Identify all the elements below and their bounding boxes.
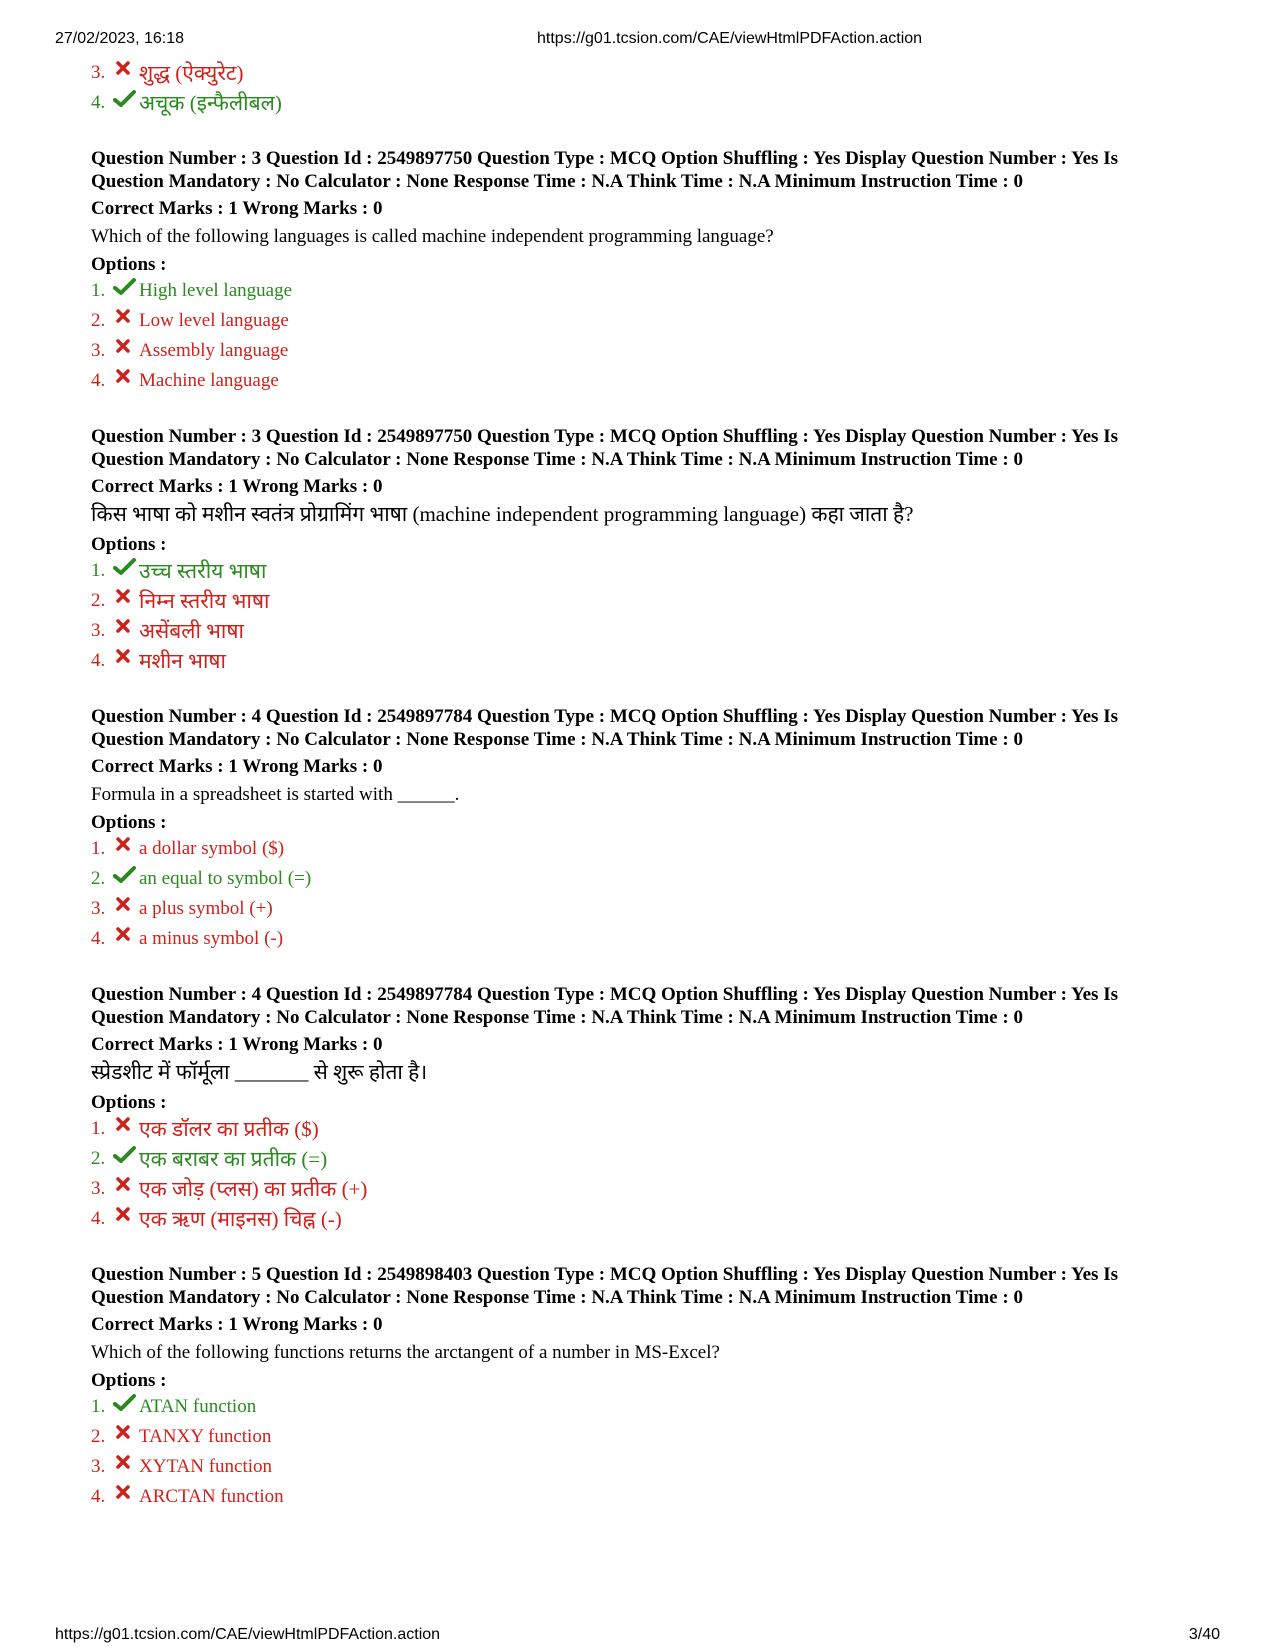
carryover-options <box>91 58 1231 118</box>
question-block <box>91 1263 1231 1512</box>
question-marks: Correct Marks : 1 Wrong Marks : 0 <box>91 756 383 777</box>
check-icon <box>113 90 137 108</box>
cross-icon <box>113 1424 137 1442</box>
option-number: 4. <box>91 1208 106 1229</box>
cross-icon <box>113 896 137 914</box>
option-number: 4. <box>91 928 106 949</box>
answer-option <box>91 276 1231 306</box>
answer-option <box>91 1392 1231 1422</box>
option-text: High level language <box>139 280 293 301</box>
option-number: 1. <box>91 280 106 301</box>
answer-option <box>91 924 1231 954</box>
option-number: 2. <box>91 1148 106 1169</box>
option-number: 3. <box>91 62 106 83</box>
cross-icon <box>113 338 137 356</box>
question-meta-line2: Question Mandatory : No Calculator : None Response Time : N.A Think Time : N.A Minimum Instruction Time : 0 <box>91 1287 1023 1308</box>
option-number: 3. <box>91 1178 106 1199</box>
check-icon <box>113 1394 137 1412</box>
cross-icon <box>113 836 137 854</box>
option-number: 2. <box>91 1426 106 1447</box>
check-icon <box>113 1146 137 1164</box>
option-number: 1. <box>91 560 106 581</box>
option-number: 4. <box>91 650 106 671</box>
answer-option <box>91 864 1231 894</box>
question-meta-line1: Question Number : 4 Question Id : 2549897784 Question Type : MCQ Option Shuffling : Yes Display Question Number : Yes Is <box>91 706 1118 727</box>
question-block <box>91 425 1231 676</box>
option-text: TANXY function <box>139 1426 272 1447</box>
answer-option <box>91 1452 1231 1482</box>
cross-icon <box>113 1176 137 1194</box>
option-text: a plus symbol (+) <box>139 898 273 919</box>
option-number: 3. <box>91 340 106 361</box>
question-text: स्प्रेडशीट में फॉर्मूला _______ से शुरू होता है। <box>91 1060 428 1084</box>
question-meta-line1: Question Number : 4 Question Id : 2549897784 Question Type : MCQ Option Shuffling : Yes Display Question Number : Yes Is <box>91 984 1118 1005</box>
answer-option <box>91 646 1231 676</box>
answer-option <box>91 88 1231 118</box>
option-text: निम्न स्तरीय भाषा <box>139 589 270 613</box>
print-datetime: 27/02/2023, 16:18 <box>55 30 185 47</box>
question-meta-line1: Question Number : 5 Question Id : 2549898403 Question Type : MCQ Option Shuffling : Yes Display Question Number : Yes Is <box>91 1264 1118 1285</box>
answer-option <box>91 1114 1231 1144</box>
answer-option <box>91 834 1231 864</box>
question-meta-line1: Question Number : 3 Question Id : 2549897750 Question Type : MCQ Option Shuffling : Yes Display Question Number : Yes Is <box>91 148 1118 169</box>
option-number: 1. <box>91 838 106 859</box>
answer-option <box>91 1144 1231 1174</box>
option-number: 2. <box>91 868 106 889</box>
page-header <box>0 30 1275 50</box>
option-number: 2. <box>91 310 106 331</box>
answer-option <box>91 1422 1231 1452</box>
question-meta-line1: Question Number : 3 Question Id : 2549897750 Question Type : MCQ Option Shuffling : Yes Display Question Number : Yes Is <box>91 426 1118 447</box>
question-block <box>91 705 1231 954</box>
answer-option <box>91 1204 1231 1234</box>
options-label: Options : <box>91 812 167 833</box>
option-number: 1. <box>91 1396 106 1417</box>
option-text: अचूक (इन्फैलीबल) <box>139 91 282 115</box>
question-marks: Correct Marks : 1 Wrong Marks : 0 <box>91 476 383 497</box>
option-text: ARCTAN function <box>139 1486 284 1507</box>
option-text: ATAN function <box>139 1396 257 1417</box>
answer-option <box>91 1174 1231 1204</box>
cross-icon <box>113 618 137 636</box>
cross-icon <box>113 1484 137 1502</box>
option-text: Assembly language <box>139 340 289 361</box>
cross-icon <box>113 60 137 78</box>
options-label: Options : <box>91 1092 167 1113</box>
option-text: a minus symbol (-) <box>139 928 284 949</box>
question-text: Which of the following languages is called machine independent programming language? <box>91 226 774 247</box>
answer-option <box>91 1482 1231 1512</box>
question-marks: Correct Marks : 1 Wrong Marks : 0 <box>91 1314 383 1335</box>
cross-icon <box>113 1116 137 1134</box>
question-meta-line2: Question Mandatory : No Calculator : None Response Time : N.A Think Time : N.A Minimum Instruction Time : 0 <box>91 1007 1023 1028</box>
option-number: 4. <box>91 92 106 113</box>
option-number: 4. <box>91 370 106 391</box>
option-number: 3. <box>91 620 106 641</box>
option-text: एक डॉलर का प्रतीक ($) <box>139 1117 319 1141</box>
cross-icon <box>113 1206 137 1224</box>
answer-option <box>91 586 1231 616</box>
check-icon <box>113 866 137 884</box>
options-label: Options : <box>91 1370 167 1391</box>
question-block <box>91 147 1231 396</box>
answer-option <box>91 58 1231 88</box>
question-text: किस भाषा को मशीन स्वतंत्र प्रोग्रामिंग भाषा (machine independent programming language) कहा जाता है? <box>91 502 914 526</box>
question-text: Formula in a spreadsheet is started with ______. <box>91 784 460 805</box>
option-text: एक जोड़ (प्लस) का प्रतीक (+) <box>139 1177 368 1201</box>
header-url: https://g01.tcsion.com/CAE/viewHtmlPDFAction.action <box>537 30 923 47</box>
question-block <box>91 983 1231 1234</box>
answer-option <box>91 894 1231 924</box>
option-text: Machine language <box>139 370 279 391</box>
cross-icon <box>113 1454 137 1472</box>
option-text: शुद्ध (ऐक्युरेट) <box>139 61 244 85</box>
question-meta-line2: Question Mandatory : No Calculator : None Response Time : N.A Think Time : N.A Minimum Instruction Time : 0 <box>91 171 1023 192</box>
cross-icon <box>113 588 137 606</box>
answer-option <box>91 336 1231 366</box>
question-meta-line2: Question Mandatory : No Calculator : None Response Time : N.A Think Time : N.A Minimum Instruction Time : 0 <box>91 729 1023 750</box>
cross-icon <box>113 926 137 944</box>
check-icon <box>113 558 137 576</box>
question-marks: Correct Marks : 1 Wrong Marks : 0 <box>91 198 383 219</box>
cross-icon <box>113 308 137 326</box>
question-list <box>91 147 1231 1512</box>
options-label: Options : <box>91 254 167 275</box>
option-text: मशीन भाषा <box>139 649 226 673</box>
option-number: 1. <box>91 1118 106 1139</box>
cross-icon <box>113 648 137 666</box>
option-text: a dollar symbol ($) <box>139 838 285 859</box>
answer-option <box>91 366 1231 396</box>
cross-icon <box>113 368 137 386</box>
question-marks: Correct Marks : 1 Wrong Marks : 0 <box>91 1034 383 1055</box>
question-paper-content <box>91 58 1231 1512</box>
answer-option <box>91 556 1231 586</box>
answer-option <box>91 306 1231 336</box>
option-text: an equal to symbol (=) <box>139 868 312 889</box>
option-number: 3. <box>91 898 106 919</box>
footer-url: https://g01.tcsion.com/CAE/viewHtmlPDFAction.action <box>55 1626 441 1643</box>
option-text: Low level language <box>139 310 289 331</box>
option-text: एक बराबर का प्रतीक (=) <box>139 1147 328 1171</box>
question-text: Which of the following functions returns the arctangent of a number in MS-Excel? <box>91 1342 720 1363</box>
option-number: 4. <box>91 1486 106 1507</box>
option-text: असेंबली भाषा <box>139 619 244 643</box>
option-text: उच्च स्तरीय भाषा <box>139 559 267 583</box>
check-icon <box>113 278 137 296</box>
options-label: Options : <box>91 534 167 555</box>
option-number: 2. <box>91 590 106 611</box>
page-footer <box>0 1626 1275 1646</box>
option-text: एक ऋण (माइनस) चिह्न (-) <box>139 1207 342 1231</box>
answer-option <box>91 616 1231 646</box>
option-number: 3. <box>91 1456 106 1477</box>
question-meta-line2: Question Mandatory : No Calculator : None Response Time : N.A Think Time : N.A Minimum Instruction Time : 0 <box>91 449 1023 470</box>
page-number: 3/40 <box>1188 1626 1220 1643</box>
option-text: XYTAN function <box>139 1456 273 1477</box>
